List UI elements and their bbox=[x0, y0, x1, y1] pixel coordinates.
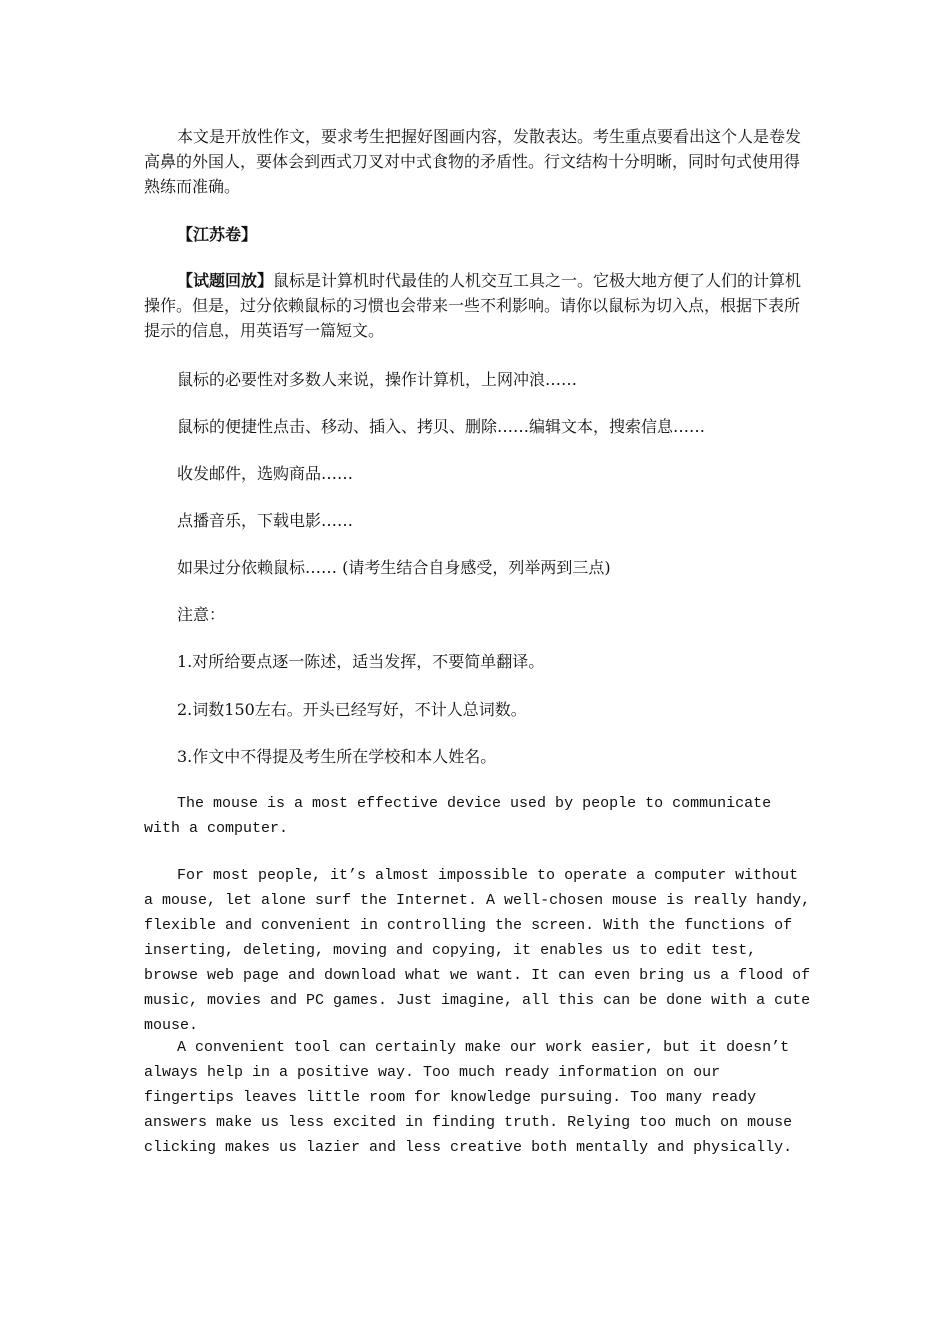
prompt-line-1: 鼠标的必要性对多数人来说，操作计算机，上网冲浪…… bbox=[177, 370, 578, 389]
commentary-paragraph: 本文是开放性作文，要求考生把握好图画内容，发散表达。考生重点要看出这个人是卷发高鼻的外国人，要体会到西式刀叉对中式食物的矛盾性。行文结构十分明晰，同时句式使用得熟练而准确。 bbox=[144, 127, 802, 196]
essay-paragraph-2: For most people, it’s almost impossible to operate a computer without a mouse, let alone surf the Internet. A well-chosen mouse is really handy, flexible and convenient in controlling the screen. With the functions of inserting, deleting, moving and copying, it enables us to edit test, browse web page and download what we want. It can even bring us a flood of music, movies and PC games. Just imagine, all this can be done with a cute mouse. bbox=[144, 867, 811, 1034]
note-item-3: 3.作文中不得提及考生所在学校和本人姓名。 bbox=[177, 747, 497, 766]
essay-paragraph-1: The mouse is a most effective device used by people to communicate with a computer. bbox=[144, 795, 772, 837]
question-paragraph bbox=[144, 268, 808, 343]
prompt-line-2: 鼠标的便捷性点击、移动、插入、拷贝、删除……编辑文本，搜索信息…… bbox=[177, 417, 706, 436]
note-item-1: 1.对所给要点逐一陈述，适当发挥，不要简单翻译。 bbox=[177, 652, 545, 671]
prompt-line-5: 如果过分依赖鼠标…… (请考生结合自身感受，列举两到三点) bbox=[177, 558, 611, 577]
section-heading: 【江苏卷】 bbox=[177, 225, 258, 244]
notes-heading: 注意： bbox=[177, 605, 226, 624]
essay-paragraph-3: A convenient tool can certainly make our work easier, but it doesn’t always help in a positive way. Too much ready information on our fingertips leaves little room for knowledge pursuing. Too many ready answers make us less excited in finding truth. Relying too much on mouse clicking makes us lazier and less creative both mentally and physically. bbox=[144, 1039, 793, 1156]
prompt-line-4: 点播音乐，下载电影…… bbox=[177, 511, 354, 530]
note-item-2: 2.词数150左右。开头已经写好，不计人总词数。 bbox=[177, 700, 527, 719]
prompt-line-3: 收发邮件，选购商品…… bbox=[177, 464, 354, 483]
question-label: 【试题回放】 bbox=[177, 271, 274, 290]
question-text: 鼠标是计算机时代最佳的人机交互工具之一。它极大地方便了人们的计算机操作。但是，过分依赖鼠标的习惯也会带来一些不利影响。请你以鼠标为切入点，根据下表所提示的信息，用英语写一篇短文。 bbox=[144, 271, 802, 340]
